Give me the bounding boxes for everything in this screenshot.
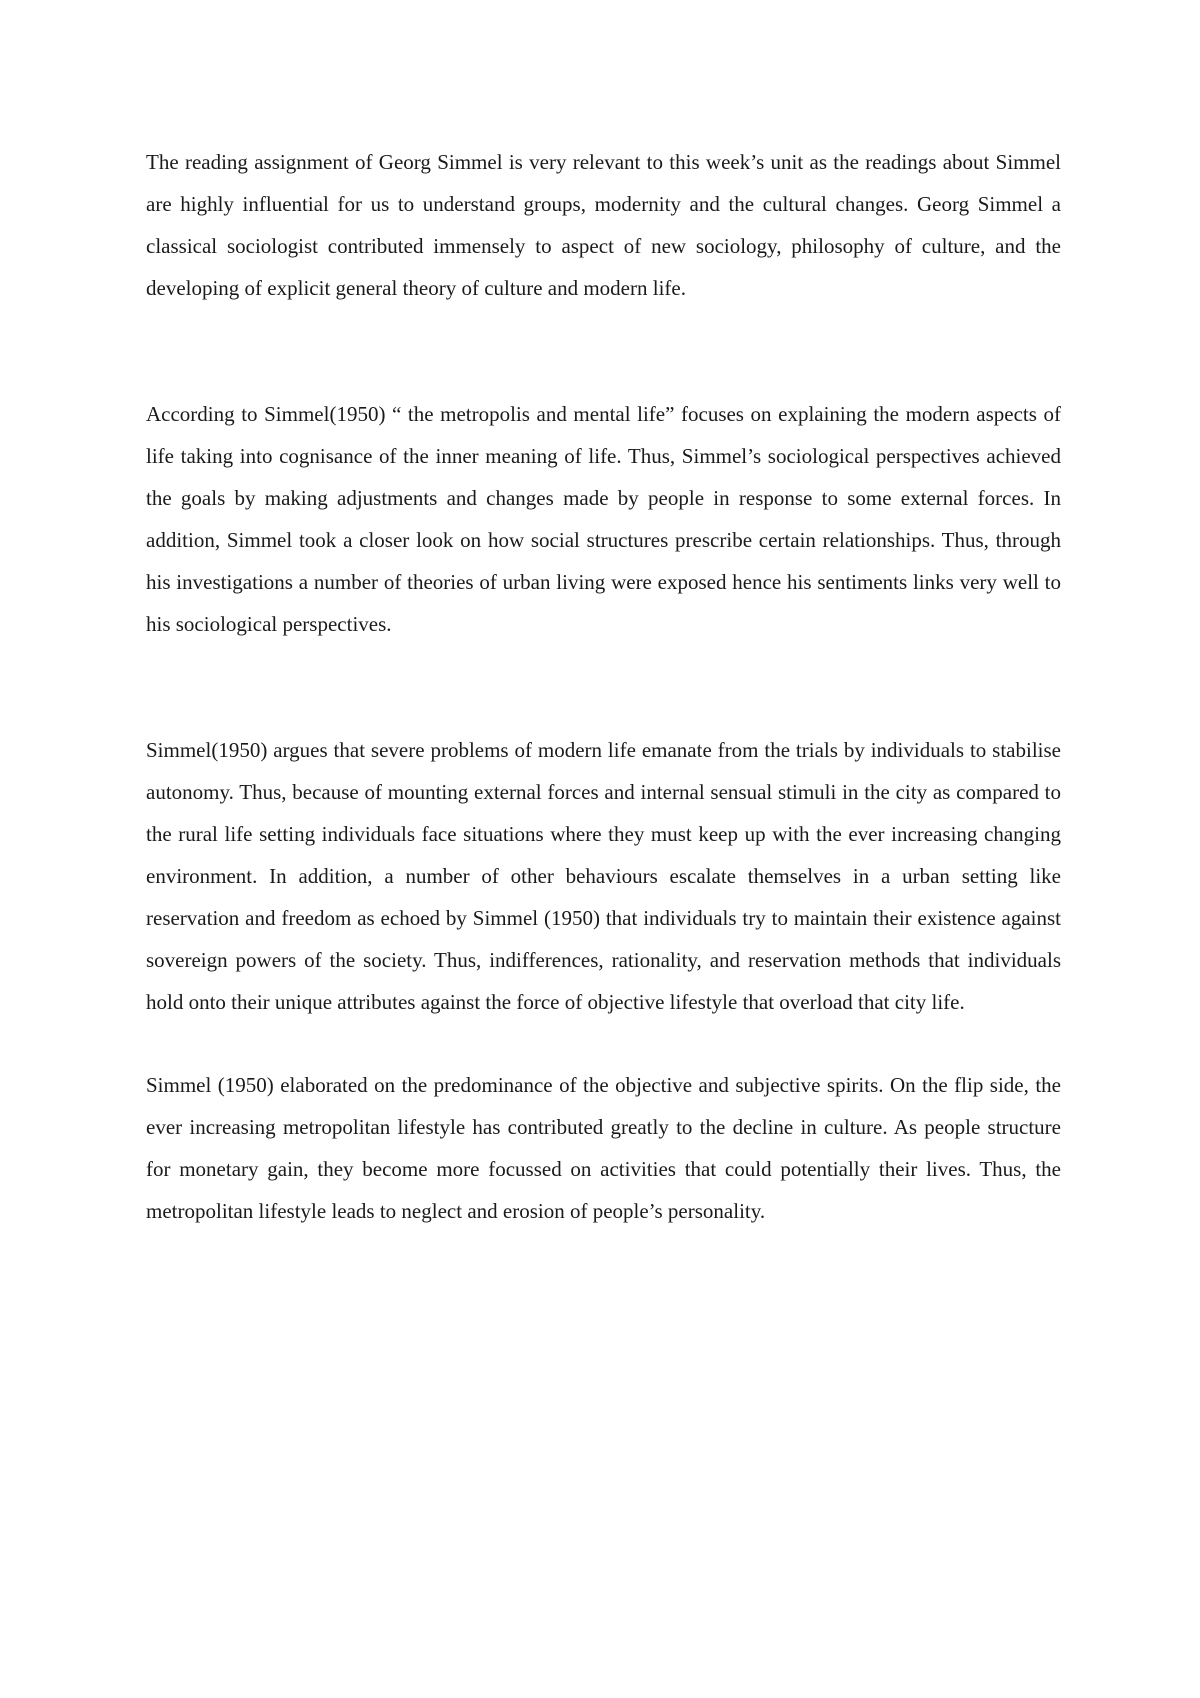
paragraph-2: According to Simmel(1950) “ the metropolis and mental life” focuses on explaining the modern aspects of life taking into cognisance of the inner meaning of life. Thus, Simmel’s sociological perspectives achieved the goals by making adjustments and changes made by people in response to some external forces. In addition, Simmel took a closer look on how social structures prescribe certain relationships. Thus, through his investigations a number of theories of urban living were exposed hence his sentiments links very well to his sociological perspectives. bbox=[146, 402, 1061, 636]
paragraph-3: Simmel(1950) argues that severe problems of modern life emanate from the trials by individuals to stabilise autonomy. Thus, because of mounting external forces and internal sensual stimuli in the city as compared to the rural life setting individuals face situations where they must keep up with the ever increasing changing environment. In addition, a number of other behaviours escalate themselves in a urban setting like reservation and freedom as echoed by Simmel (1950) that individuals try to maintain their existence against sovereign powers of the society. Thus, indifferences, rationality, and reservation methods that individuals hold onto their unique attributes against the force of objective lifestyle that overload that city life. bbox=[146, 738, 1061, 1014]
paragraph-4: Simmel (1950) elaborated on the predominance of the objective and subjective spirits. On the flip side, the ever increasing metropolitan lifestyle has contributed greatly to the decline in culture. As people structure for monetary gain, they become more focussed on activities that could potentially their lives. Thus, the metropolitan lifestyle leads to neglect and erosion of people’s personality. bbox=[146, 1073, 1061, 1223]
paragraph-1: The reading assignment of Georg Simmel is very relevant to this week’s unit as the readings about Simmel are highly influential for us to understand groups, modernity and the cultural changes. Georg Simmel a classical sociologist contributed immensely to aspect of new sociology, philosophy of culture, and the developing of explicit general theory of culture and modern life. bbox=[146, 150, 1061, 300]
document-body bbox=[146, 141, 1061, 1232]
